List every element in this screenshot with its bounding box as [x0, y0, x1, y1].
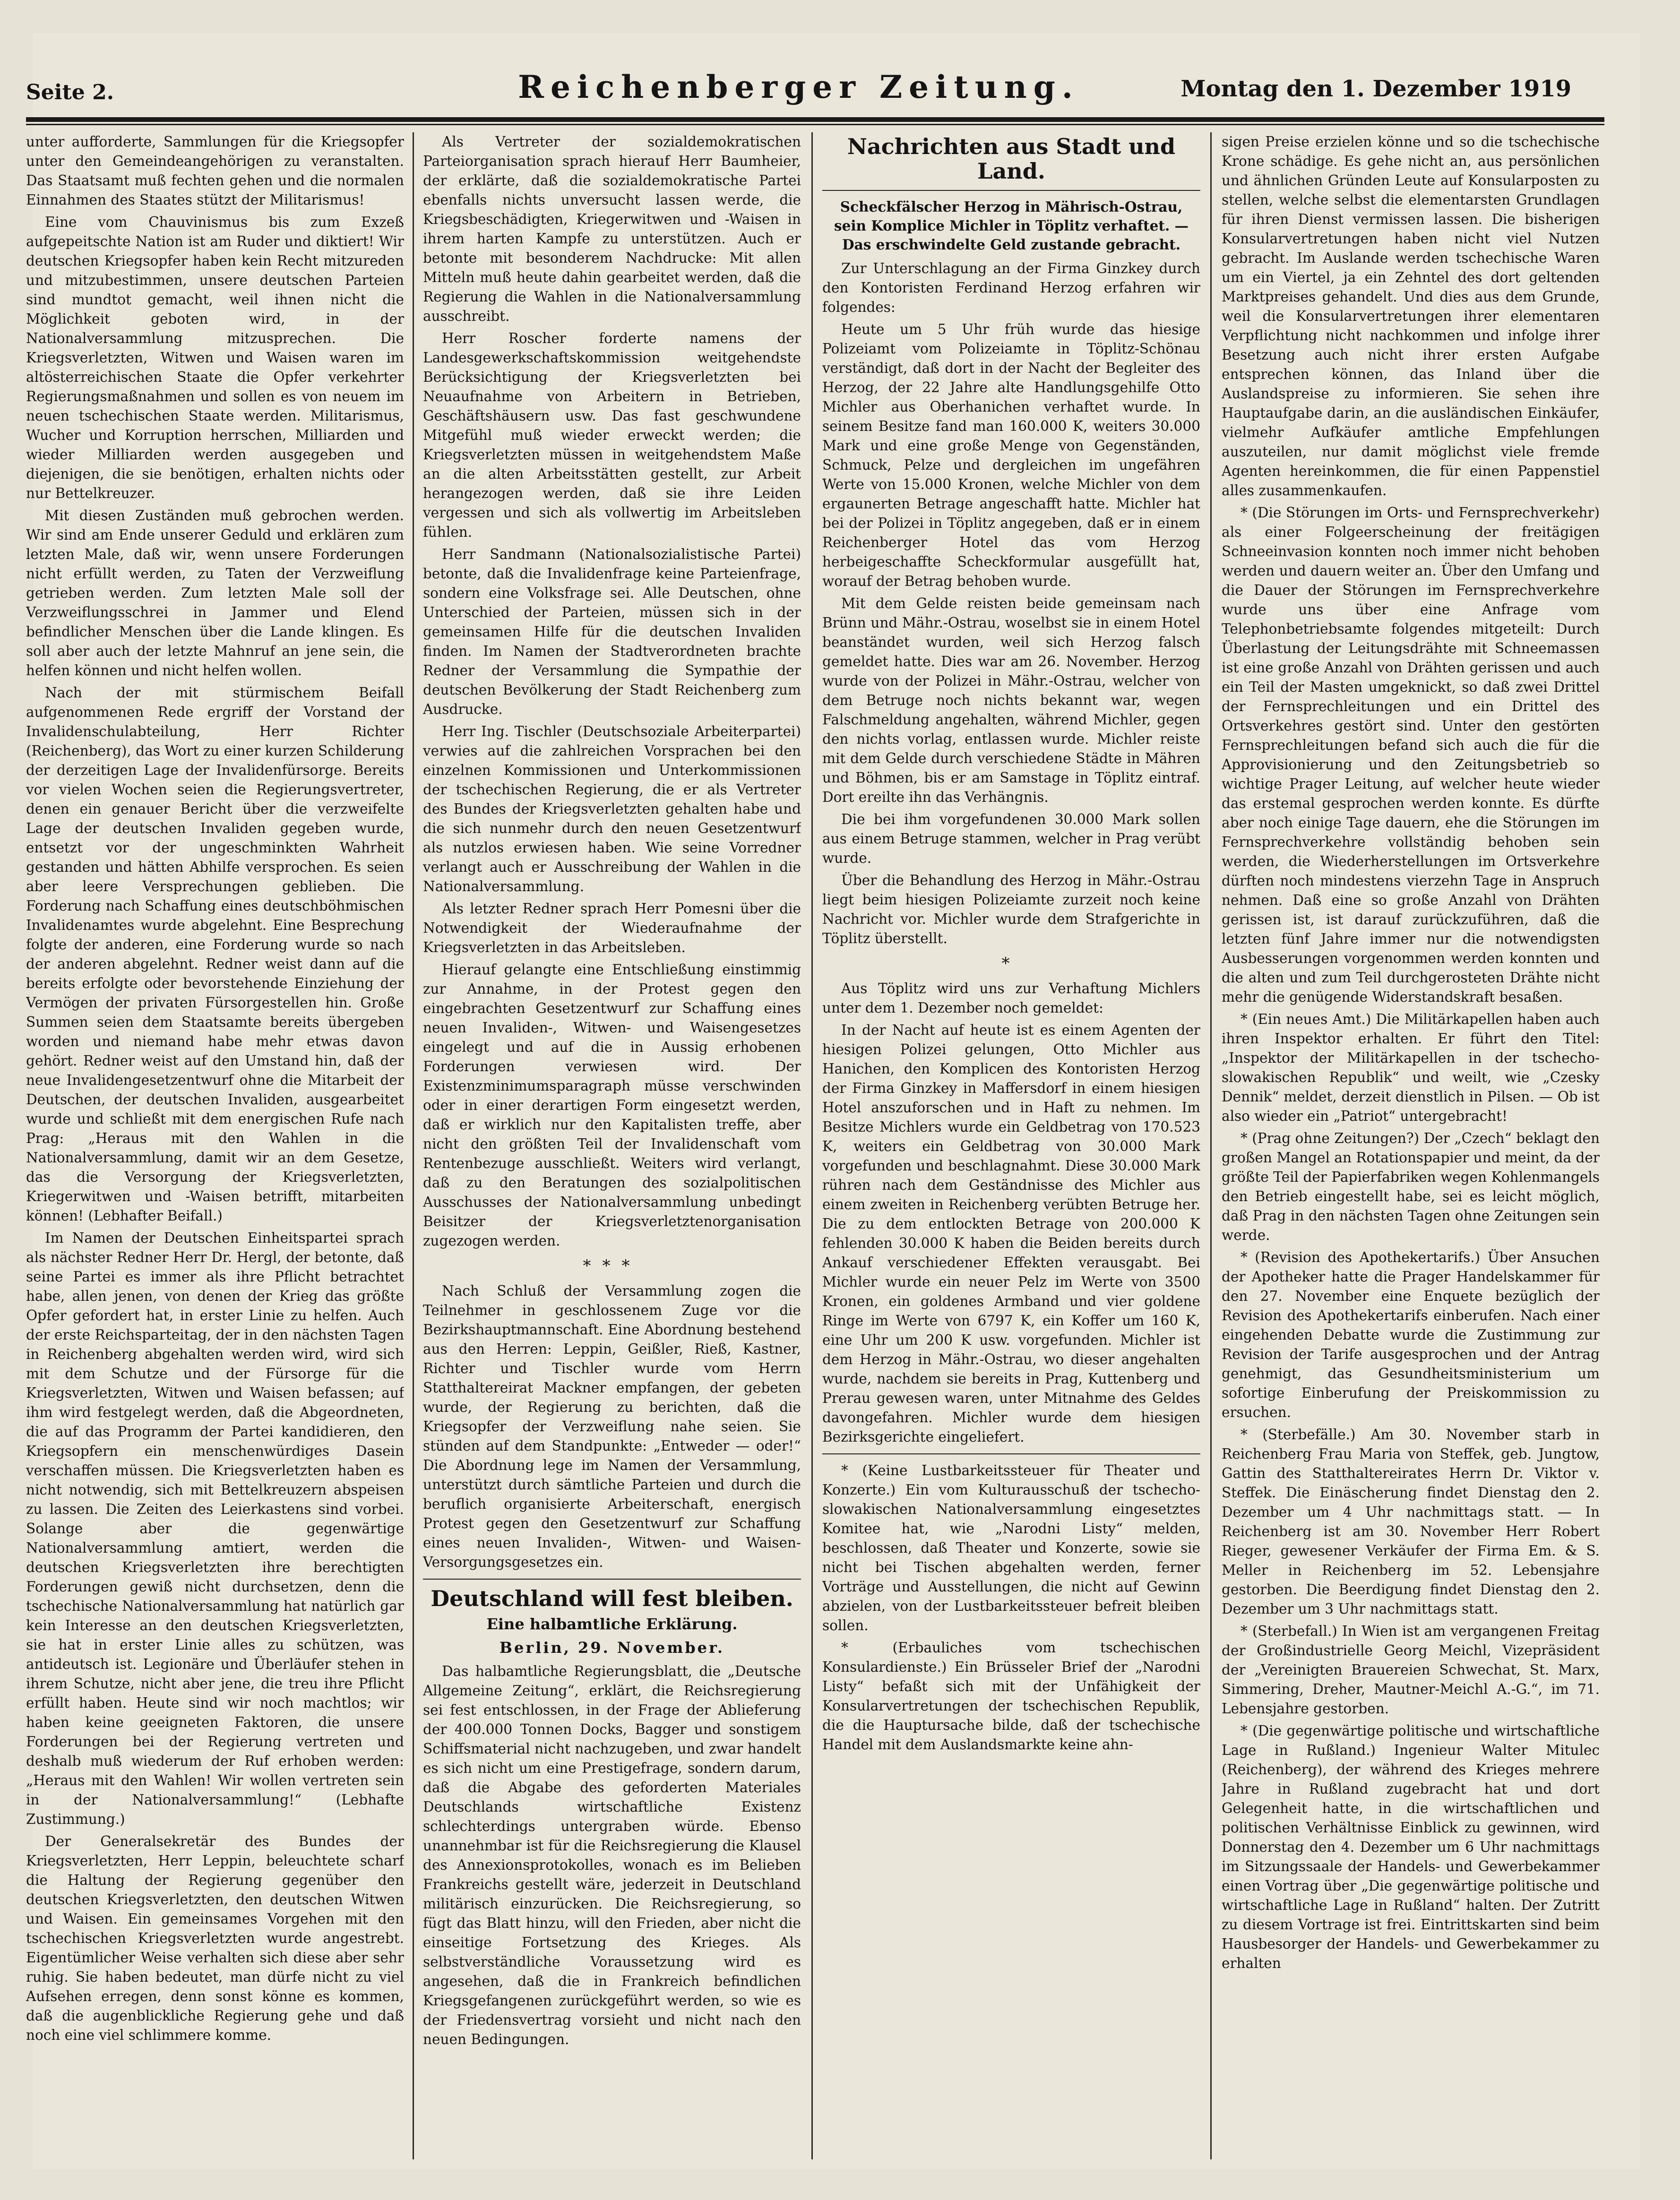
- article-headline: Scheckfälscher Herzog in Mährisch-Ostrau, sein Komplice Michler in Töplitz verhaftet. — Das erschwindelte Geld zustande gebracht.: [834, 198, 1189, 253]
- article-paragraph: Zur Unterschlagung an der Firma Ginzkey durch den Kontoristen Ferdinand Herzog erfahren wir folgendes:: [822, 260, 1200, 315]
- news-item: * (Die Störungen im Orts- und Fernsprechverkehr) als einer Folgeerscheinung der freitägigen Schneeinvasion konnten noch immer nicht behoben werden und dauern weiter an. Über den Umfang und die Dauer der Störungen im Fernsprechverkehre wurde uns über eine Anfrage vom Telephonbetriebsamte folgendes mitgeteilt: Durch Überlastung der Leitungsdrähte mit Schneemassen ist eine große Anzahl von Drähten gerissen und auch ein Teil der Masten umgeknickt, so daß zwei Drittel der Fernsprechleitungen und ein Drittel des Ortsverkehres gestört sind. Unter den gestörten Fernsprechleitungen befand sich auch die für die Approvisionierung und den Zeitungsbetrieb so wichtige Prager Leitung, auf welcher heute wieder das erstemal gesprochen werden konnte. Es dürfte aber noch einige Tage dauern, ehe die Störungen im Fernsprechverkehre vollständig behoben sein werden, die Wiederherstellungen im Ortsverkehre dürften noch mindestens vierzehn Tage in Anspruch nehmen. Daß eine so große Anzahl von Drähten gerissen ist, ist darauf zurückzuführen, daß die letzten fünf Jahre immer nur die notwendigsten Ausbesserungen vorgenommen werden konnten und die alten und zum Teil durchgerosteten Drähte nicht mehr die genügende Widerstandskraft besaßen.: [1222, 505, 1600, 1005]
- article-paragraph: Nach Schluß der Versammlung zogen die Teilnehmer in geschlossenem Zuge vor die Bezirkshauptmannschaft. Eine Abordnung bestehend aus den Herren: Leppin, Geißler, Rieß, Kastner, Richter und Tischler wurde vom Herrn Statthaltereirat Mackner empfangen, der gebeten wurde, der Regierung zu berichten, daß die Kriegsopfer der Verzweiflung nahe seien. Sie stünden auf dem Standpunkte: „Entweder — oder!“ Die Abordnung lege im Namen der Versammlung, unterstützt durch sämtliche Parteien und durch die beruflich organisierte Arbeiterschaft, energisch Protest gegen den Gesetzentwurf zur Schaffung eines neuen Invaliden-, Witwen- und Waisen-Versorgungsgesetzes ein.: [423, 1283, 801, 1570]
- column-divider: [1210, 132, 1212, 2159]
- article-paragraph: Herr Sandmann (Nationalsozialistische Partei) betonte, daß die Invalidenfrage keine Parteienfrage, sondern eine Volksfrage sei. Alle Deutschen, ohne Unterschied der Parteien, müssen sich in der gemeinsamen Hilfe für die deutschen Invaliden finden. Im Namen der Stadtverordneten brachte Redner der Versammlung die Sympathie der deutschen Bevölkerung der Stadt Reichenberg zum Ausdrucke.: [423, 546, 801, 717]
- article-paragraph: Nach der mit stürmischem Beifall aufgenommenen Rede ergriff der Vorstand der Invalidenschulabteilung, Herr Richter (Reichenberg), das Wort zu einer kurzen Schilderung der derzeitigen Lage der Invalidenfürsorge. Bereits vor vielen Wochen seien die Regierungsvertreter, denen ein genauer Bericht über die verzweifelte Lage der deutschen Invaliden gegeben wurde, entsetzt vor der ungeschminkten Wahrheit gestanden und hätten Abhilfe versprochen. Es seien aber leere Versprechungen geblieben. Die Forderung nach Schaffung eines deutschböhmischen Invalidenamtes wurde abgelehnt. Eine Besprechung folgte der anderen, eine Forderung wurde so nach der anderen abgelehnt. Redner weist dann auf die bereits erfolgte oder bevorstehende Einziehung der Vermögen der privaten Fürsorgestellen hin. Große Summen seien dem Staatsamte bereits übergeben worden und niemand habe mehr etwas davon gehört. Redner weist auf den Umstand hin, daß der neue Invalidengesetzentwurf ohne die Mitarbeit der Deutschen, der deutschen Invaliden, ausgearbeitet wurde und schließt mit dem energischen Rufe nach Prag: „Heraus mit den Wahlen in die Nationalversammlung, damit wir an dem Gesetze, das die Versorgung der Kriegsverletzten, Kriegerwitwen und -Waisen betrifft, mitarbeiten können! (Lebhafter Beifall.): [26, 685, 404, 1224]
- section-title: Nachrichten aus Stadt und Land.: [847, 134, 1176, 184]
- column-divider: [413, 132, 414, 2159]
- masthead: Reichenberger Zeitung.: [518, 69, 1079, 105]
- article-headline: Deutschland will fest bleiben.: [431, 1586, 793, 1611]
- article-paragraph: In der Nacht auf heute ist es einem Agenten der hiesigen Polizei gelungen, Otto Michler aus Hanichen, den Komplicen des Kontoristen Herzog der Firma Ginzkey in Maffersdorf in einem hiesigen Hotel anszuforschen und in Haft zu nehmen. Im Besitze Michlers wurde ein Geldbetrag von 170.523 K, weiters ein Geldbetrag von 30.000 Mark vorgefunden und beschlagnahmt. Diese 30.000 Mark rühren nach dem Geständnisse des Michler aus einem zweiten in Reichenberg verübten Betruge her. Die zu dem entlockten Betrage von 200.000 K fehlenden 30.000 K haben die Beiden bereits durch Ankauf verschiedener Effekten verausgabt. Bei Michler wurde ein neuer Pelz im Werte von 3500 Kronen, ein goldenes Armband und vier goldene Ringe im Werte von 6797 K, ein Koffer um 160 K, eine Uhr um 200 K usw. vorgefunden. Michler ist dem Herzog in Mähr.-Ostrau, wo dieser angehalten wurde, nachdem sie bereits in Prag, Kuttenberg und Prerau gewesen waren, unter Mitnahme des Geldes davongefahren. Michler wurde dem hiesigen Bezirksgerichte eingeliefert.: [822, 1022, 1200, 1445]
- news-item: * (Ein neues Amt.) Die Militärkapellen haben auch ihren Inspektor erhalten. Er führt den Titel: „Inspektor der Militärkapellen in der tschecho-slowakischen Republik“ und weilt, wie „Czesky Dennik“ meldet, derzeit dienstlich in Pilsen. — Ob ist also wieder ein „Patriot“ untergebracht!: [1222, 1011, 1600, 1124]
- column-1: [26, 132, 404, 2159]
- article-paragraph: Hierauf gelangte eine Entschließung einstimmig zur Annahme, in der Protest gegen den eingebrachten Gesetzentwurf zur Schaffung eines neuen Invaliden-, Witwen- und Waisengesetzes eingelegt und auf die in Aussig erhobenen Forderungen verwiesen wird. Der Existenzminimumsparagraph müsse verschwinden oder in einer derartigen Form eingesetzt werden, daß er wirklich nur den Kapitalisten treffe, aber nicht den größten Teil der Invalidenschaft vom Rentenbezuge ausschließt. Weiters wird verlangt, daß zu den Beratungen des sozialpolitischen Ausschusses der Nationalversammlung unbedingt Beisitzer der Kriegsverletztenorganisation zugezogen werden.: [423, 962, 801, 1249]
- page-number: Seite 2.: [26, 80, 114, 104]
- article-paragraph: Mit diesen Zuständen muß gebrochen werden. Wir sind am Ende unserer Geduld und erklären zum letzten Male, daß wir, wenn unsere Forderungen nicht erfüllt werden, zu Taten der Verzweiflung getrieben werden. Zum letzten Male soll der Verzweiflungsschrei in Jammer und Elend befindlicher Menschen über die Lande klingen. Es soll aber auch der letzte Mahnruf an jene sein, die helfen können und nicht helfen wollen.: [26, 507, 404, 679]
- article-dateline: Berlin, 29. November.: [499, 1639, 725, 1657]
- article-paragraph: Die bei ihm vorgefundenen 30.000 Mark sollen aus einem Betruge stammen, welcher in Prag verübt wurde.: [822, 811, 1200, 866]
- article-paragraph: Der Generalsekretär des Bundes der Kriegsverletzten, Herr Leppin, beleuchtete scharf die Haltung der Regierung gegenüber den deutschen Kriegsverletzten, den deutschen Witwen und Waisen. Ein gemeinsames Vorgehen mit den tschechischen Kriegsverletzten wurde angestrebt. Eigentümlicher Weise verhalten sich diese aber sehr ruhig. Sie haben bedeutet, man dürfe nicht zu viel Aufsehen erregen, denn sonst könne es kommen, daß die augenblickliche Regierung gehe und daß noch eine viel schlimmere komme.: [26, 1833, 404, 2043]
- article-paragraph: sigen Preise erzielen könne und so die tschechische Krone schädige. Es gehe nicht an, aus persönlichen und ähnlichen Gründen Leute auf Konsularposten zu stellen, welche selbst die elementarsten Grundlagen für ihren Dienst vermissen lassen. Die bisherigen Konsularvertretungen haben nicht viel Nutzen gebracht. Im Auslande werden tschechische Waren um ein Viertel, ja ein Zehntel des dort geltenden Marktpreises gehandelt. Und dies aus dem Grunde, weil die Konsularvertretungen ihrer elementaren Verpflichtung nicht nachkommen und infolge ihrer Besetzung auch nicht ihrer ersten Aufgabe entsprechen können, das Inland über die Auslandspreise zu informieren. Sie sehen ihre Hauptaufgabe darin, an die ausländischen Einkäufer, vielmehr Aufkäufer amtliche Empfehlungen auszuteilen, nur damit möglichst viele fremde Agenten hereinkommen, die für einen Pappenstiel alles zusammenkaufen.: [1222, 134, 1600, 498]
- section-separator: ***: [583, 1256, 641, 1275]
- article-paragraph: Im Namen der Deutschen Einheitspartei sprach als nächster Redner Herr Dr. Hergl, der betonte, daß seine Partei es immer als ihre Pflicht betrachtet habe, allen jenen, von denen der Krieg das größte Opfer gefordert hat, in erster Linie zu helfen. Auch der erste Reichsparteitag, der in den nächsten Tagen in Reichenberg abgehalten werden wird, wird sich mit dem Schutze und der Fürsorge für die Kriegsverletzten, Witwen und Waisen befassen; auf ihm wird festgelegt werden, daß die Abgeordneten, die auf das Programm der Partei kandidieren, den Kriegsopfern ein menschenwürdiges Dasein verschaffen müssen. Die Kriegsverletzten haben es nicht notwendig, sich mit Bettelkreuzern abspeisen zu lassen. Die Zeiten des Leierkastens sind vorbei. Solange aber die gegenwärtige Nationalversammlung amtiert, werden die deutschen Kriegsverletzten ihre berechtigten Forderungen gewiß nicht durchsetzen, denn die tschechische Nationalversammlung hat natürlich gar kein Interesse an den deutschen Kriegsverletzten, sie hat in erster Linie alles zu schützen, was antideutsch ist. Legionäre und Überläufer stehen in ihrem Schutze, nicht aber jene, die treu ihre Pflicht erfüllt haben. Heute sind wir noch machtlos; wir haben keine geeigneten Faktoren, die unsere Forderungen bei der Regierung vertreten und deshalb muß wiederum der Ruf erhoben werden: „Heraus mit den Wahlen! Wir wollen vertreten sein in der Nationalversammlung!“ (Lebhafte Zustimmung.): [26, 1230, 404, 1827]
- news-item: * (Prag ohne Zeitungen?) Der „Czech“ beklagt den großen Mangel an Rotationspapier und meint, da der größte Teil der Papierfabriken wegen Kohlenmangels den Betrieb eingestellt habe, sei es leicht möglich, daß Prag in den nächsten Tagen ohne Zeitungen sein werde.: [1222, 1130, 1600, 1243]
- column-divider: [811, 132, 813, 2159]
- column-3: [822, 132, 1200, 2159]
- news-item: * (Revision des Apothekertarifs.) Über Ansuchen der Apotheker hatte die Prager Handelskammer für den 27. November eine Enquete bezüglich der Revision des Apothekertarifs einberufen. Nach einer eingehenden Debatte wurde die Zustimmung zur Revision der Tarife ausgesprochen und der Antrag genehmigt, das Gesundheitsministerium um sofortige Einberufung der Preiskommission zu ersuchen.: [1222, 1249, 1600, 1420]
- article-paragraph: Das halbamtliche Regierungsblatt, die „Deutsche Allgemeine Zeitung“, erklärt, die Reichsregierung sei fest entschlossen, in der Frage der Ablieferung der 400.000 Tonnen Docks, Bagger und sonstigem Schiffsmaterial nicht nachzugeben, und zwar handelt es sich nicht um eine Prestigefrage, sondern darum, daß die Abgabe des geforderten Materiales Deutschlands wirtschaftliche Existenz schlechterdings untergraben würde. Ebenso unannehmbar ist für die Reichsregierung die Klausel des Annexionsprotokolles, wonach es im Belieben Frankreichs gestellt wäre, jederzeit in Deutschland militärisch einzurücken. Die Reichsregierung, so fügt das Blatt hinzu, will den Frieden, aber nicht die einseitige Fortsetzung des Krieges. Als selbstverständliche Voraussetzung wird es angesehen, daß die in Frankreich befindlichen Kriegsgefangenen zurückgeführt werden, so wie es der Friedensvertrag vorsieht und nicht nach den neuen Bedingungen.: [423, 1663, 801, 2047]
- article-paragraph: Herr Roscher forderte namens der Landesgewerkschaftskommission weitgehendste Berücksichtigung der Kriegsverletzten bei Neuaufnahme von Arbeitern in Betrieben, Geschäftshäusern usw. Das fast geschwundene Mitgefühl muß wieder erweckt werden; die Kriegsverletzten müssen in weitgehendstem Maße an die alten Arbeitsstätten gestellt, zur Arbeit herangezogen werden, daß sie ihre Leiden vergessen und sich als vollwertig im Arbeitsleben fühlen.: [423, 330, 801, 540]
- article-paragraph: unter aufforderte, Sammlungen für die Kriegsopfer unter den Gemeindeangehörigen zu veranstalten. Das Staatsamt muß fechten gehen und die normalen Einnahmen des Staates stützt der Militarismus!: [26, 134, 404, 208]
- news-item: * (Die gegenwärtige politische und wirtschaftliche Lage in Rußland.) Ingenieur Walter Mitulec (Reichenberg), der während des Krieges mehrere Jahre in Rußland zugebracht hat und dort Gelegenheit hatte, in die wirtschaftlichen und politischen Verhältnisse Einblick zu gewinnen, wird Donnerstag den 4. Dezember um 6 Uhr nachmittags im Sitzungssaale der Handels- und Gewerbekammer einen Vortrag über „Die gegenwärtige politische und wirtschaftliche Lage in Rußland“ halten. Der Zutritt zu diesem Vortrage ist frei. Eintrittskarten sind beim Hausbesorger der Handels- und Gewerbekammer zu erhalten: [1222, 1723, 1600, 1971]
- column-4: [1222, 132, 1600, 2159]
- news-item: * (Keine Lustbarkeitssteuer für Theater und Konzerte.) Ein vom Kulturausschuß der tschecho-slowakischen Nationalversammlung eingesetztes Komitee hat, wie „Narodni Listy“ melden, beschlossen, daß Theater und Konzerte, sowie sie nicht bei Tischen abgehalten werden, ferner Vorträge und Ausstellungen, die nicht auf Gewinn abzielen, von der Lustbarkeitssteuer befreit bleiben sollen.: [822, 1462, 1200, 1633]
- news-item: * (Erbauliches vom tschechischen Konsulardienste.) Ein Brüsseler Brief der „Narodni Listy“ befaßt sich mit der Unfähigkeit der Konsularvertretungen der tschechischen Republik, die die Hauptursache bilde, daß der tschechische Handel mit dem Auslandsmarkte keine ahn-: [822, 1640, 1200, 1753]
- section-rule: [822, 190, 1200, 191]
- header-rule-thin: [26, 124, 1604, 125]
- article-paragraph: Herr Ing. Tischler (Deutschsoziale Arbeiterpartei) verwies auf die zahlreichen Vorsprachen bei den einzelnen Kommissionen und Unterkommissionen der tschechischen Regierung, die er als Vertreter des Bundes der Kriegsverletzten gehalten habe und die sich nunmehr durch den neuen Gesetzentwurf als nutzlos erwiesen haben. Wie seine Vorredner verlangt auch er Ausschreibung der Wahlen in die Nationalversammlung.: [423, 723, 801, 894]
- column-2: [423, 132, 801, 2159]
- issue-date: Montag den 1. Dezember 1919: [1180, 76, 1571, 102]
- article-paragraph: Eine vom Chauvinismus bis zum Exzeß aufgepeitschte Nation ist am Ruder und diktiert! Wir deutschen Kriegsopfer haben kein Recht mitzureden und mitzubestimmen, unsere deutschen Parteien sind mundtot gemacht, weil ihnen nicht die Möglichkeit geboten wird, in der Nationalversammlung mitzusprechen. Die Kriegsverletzten, Witwen und Waisen waren im altösterreichischen Staate die Opfer verkehrter Regierungsmaßnahmen und sollen es von neuem im neuen tschechischen Staate werden. Militarismus, Wucher und Korruption herrschen, Milliarden und wieder Milliarden werden ausgegeben und diejenigen, die sie benötigen, erhalten nichts oder nur Bettelkreuzer.: [26, 214, 404, 501]
- columns: [26, 132, 1604, 2164]
- article-rule: [423, 1579, 801, 1580]
- page-header: [26, 54, 1571, 111]
- article-paragraph: Aus Töplitz wird uns zur Verhaftung Michlers unter dem 1. Dezember noch gemeldet:: [822, 980, 1200, 1016]
- section-separator: *: [1001, 954, 1021, 973]
- news-item: * (Sterbefälle.) Am 30. November starb in Reichenberg Frau Maria von Steffek, geb. Jungtow, Gattin des Statthaltereirates Herrn Dr. Viktor v. Steffek. Die Einäscherung findet Dienstag den 2. Dezember um 4 Uhr nachmittags statt. — In Reichenberg ist am 30. November Herr Robert Rieger, gewesener Verkäufer der Firma Em. & S. Meller in Reichenberg im 52. Lebensjahre gestorben. Die Beerdigung findet Dienstag den 2. Dezember um 3 Uhr nachmittags statt.: [1222, 1427, 1600, 1617]
- article-rule: [822, 1453, 1200, 1454]
- article-paragraph: Mit dem Gelde reisten beide gemeinsam nach Brünn und Mähr.-Ostrau, woselbst sie in einem Hotel beanständet wurden, weil sich Herzog falsch gemeldet hatte. Dies war am 26. November. Herzog wurde von der Polizei in Mähr.-Ostrau, welcher von dem Betruge noch nichts bekannt war, wegen Falschmeldung angehalten, während Michler, gegen den nichts vorlag, entlassen wurde. Michler reiste mit dem Gelde durch verschiedene Städte in Mähren und Böhmen, bis er am Samstage in Töplitz eintraf. Dort ereilte ihn das Verhängnis.: [822, 595, 1200, 805]
- header-rule: [26, 117, 1604, 122]
- article-paragraph: Als letzter Redner sprach Herr Pomesni über die Notwendigkeit der Wiederaufnahme der Kriegsverletzten in das Arbeitsleben.: [423, 901, 801, 955]
- article-paragraph: Als Vertreter der sozialdemokratischen Parteiorganisation sprach hierauf Herr Baumheier, der erklärte, daß die sozialdemokratische Partei ebenfalls nichts unversucht lassen werde, die Kriegsbeschädigten, Kriegerwitwen und -Waisen in ihrem harten Kampfe zu unterstützen. Auch er betonte mit besonderem Nachdrucke: Mit allen Mitteln muß heute dahin gearbeitet werden, daß die Regierung die Wahlen in die Nationalversammlung ausschreibt.: [423, 134, 801, 324]
- article-paragraph: Über die Behandlung des Herzog in Mähr.-Ostrau liegt beim hiesigen Polizeiamte zurzeit noch keine Nachricht vor. Michler wurde dem Strafgerichte in Töplitz überstellt.: [822, 872, 1200, 946]
- article-paragraph: Heute um 5 Uhr früh wurde das hiesige Polizeiamt vom Polizeiamte in Töplitz-Schönau verständigt, daß dort in der Nacht der Begleiter des Herzog, der 22 Jahre alte Handlungsgehilfe Otto Michler aus Oberhanichen verhaftet wurde. In seinem Besitze fand man 160.000 K, weiters 30.000 Mark und eine große Menge von Gegenständen, Schmuck, Pelze und dergleichen im ungefähren Werte von 15.000 Kronen, welche Michler von dem ergaunerten Betrage angeschafft hatte. Michler hat bei der Polizei in Töplitz angegeben, daß er in einem Reichenberger Hotel das vom Herzog herbeigeschaffte Scheckformular ausgefüllt hat, worauf der Betrag behoben wurde.: [822, 321, 1200, 589]
- article-subheadline: Eine halbamtliche Erklärung.: [486, 1615, 738, 1633]
- news-item: * (Sterbefall.) In Wien ist am vergangenen Freitag der Großindustrielle Georg Meichl, Vizepräsident der „Vereinigten Brauereien Schwechat, St. Marx, Simmering, Dreher, Mautner-Meichl A.-G.“, im 71. Lebensjahre gestorben.: [1222, 1623, 1600, 1717]
